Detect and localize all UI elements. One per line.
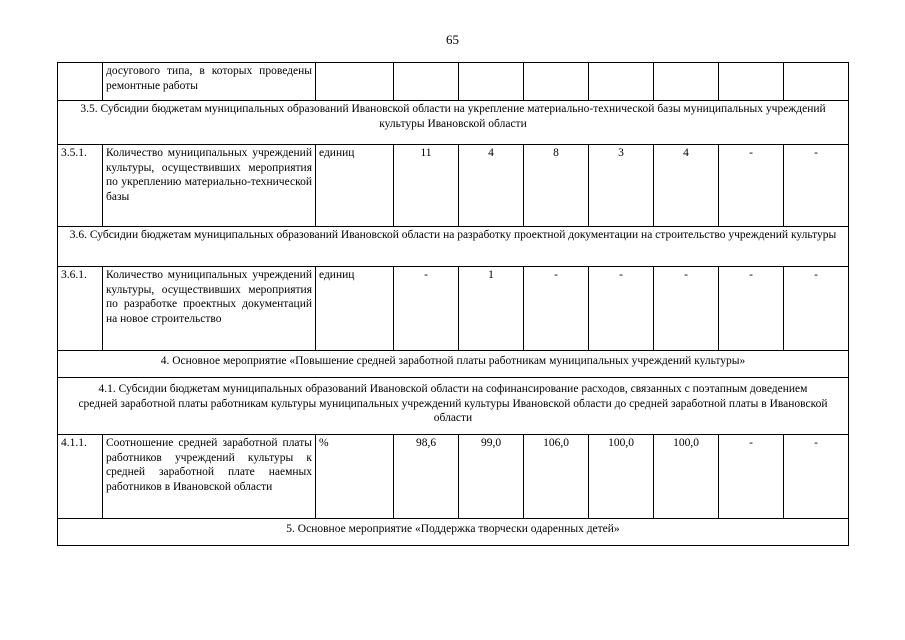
table-row (58, 267, 849, 351)
row-value: - (719, 267, 784, 351)
table-row (58, 435, 849, 519)
row-name: Количество муниципальных учреждений культуры, осуществивших мероприятия по укреплению материально-технической базы (103, 145, 316, 227)
row-value: 100,0 (654, 435, 719, 519)
section-row (58, 101, 849, 145)
row-value: 100,0 (589, 435, 654, 519)
row-value: - (654, 267, 719, 351)
row-value: - (394, 267, 459, 351)
row-value (654, 63, 719, 101)
row-value (524, 63, 589, 101)
row-unit (316, 63, 394, 101)
row-value: 3 (589, 145, 654, 227)
section-heading: 3.5. Субсидии бюджетам муниципальных образований Ивановской области на укрепление материально-технической базы муниципальных учреждений культуры Ивановской области (58, 101, 849, 145)
row-value: 4 (654, 145, 719, 227)
row-value (589, 63, 654, 101)
row-value (784, 63, 849, 101)
row-unit: единиц (316, 145, 394, 227)
row-name: Количество муниципальных учреждений культуры, осуществивших мероприятия по разработке проектных документаций на новое строительство (103, 267, 316, 351)
section-heading: 3.6. Субсидии бюджетам муниципальных образований Ивановской области на разработку проектной документации на строительство учреждений культуры (58, 227, 849, 267)
row-value: 11 (394, 145, 459, 227)
section-row (58, 227, 849, 267)
row-unit: единиц (316, 267, 394, 351)
section-row (58, 351, 849, 378)
section-heading: 5. Основное мероприятие «Поддержка творчески одаренных детей» (58, 519, 849, 546)
section-heading: 4. Основное мероприятие «Повышение средней заработной платы работникам муниципальных учреждений культуры» (58, 351, 849, 378)
row-value: - (719, 145, 784, 227)
row-value: - (784, 267, 849, 351)
row-value: - (784, 145, 849, 227)
row-code (58, 63, 103, 101)
row-value (719, 63, 784, 101)
row-name: досугового типа, в которых проведены ремонтные работы (103, 63, 316, 101)
row-value: 98,6 (394, 435, 459, 519)
row-value (394, 63, 459, 101)
row-code: 3.5.1. (58, 145, 103, 227)
indicators-table (57, 62, 849, 546)
row-name: Соотношение средней заработной платы работников учреждений культуры к средней заработной плате наемных работников в Ивановской области (103, 435, 316, 519)
row-code: 4.1.1. (58, 435, 103, 519)
row-value: - (719, 435, 784, 519)
row-code: 3.6.1. (58, 267, 103, 351)
row-unit: % (316, 435, 394, 519)
row-value: - (524, 267, 589, 351)
section-heading: 4.1. Субсидии бюджетам муниципальных образований Ивановской области на софинансирование расходов, связанных с поэтапным доведением средней заработной платы работникам культуры муниципальных учреждений культуры Ивановской области до средней заработной платы в Ивановской области (58, 378, 849, 435)
row-value: 8 (524, 145, 589, 227)
row-value (459, 63, 524, 101)
row-value: 99,0 (459, 435, 524, 519)
row-value: 4 (459, 145, 524, 227)
page-number: 65 (446, 32, 459, 47)
table-row (58, 63, 849, 101)
row-value: 1 (459, 267, 524, 351)
row-value: - (784, 435, 849, 519)
section-row (58, 378, 849, 435)
row-value: 106,0 (524, 435, 589, 519)
row-value: - (589, 267, 654, 351)
table-row (58, 145, 849, 227)
section-row (58, 519, 849, 546)
